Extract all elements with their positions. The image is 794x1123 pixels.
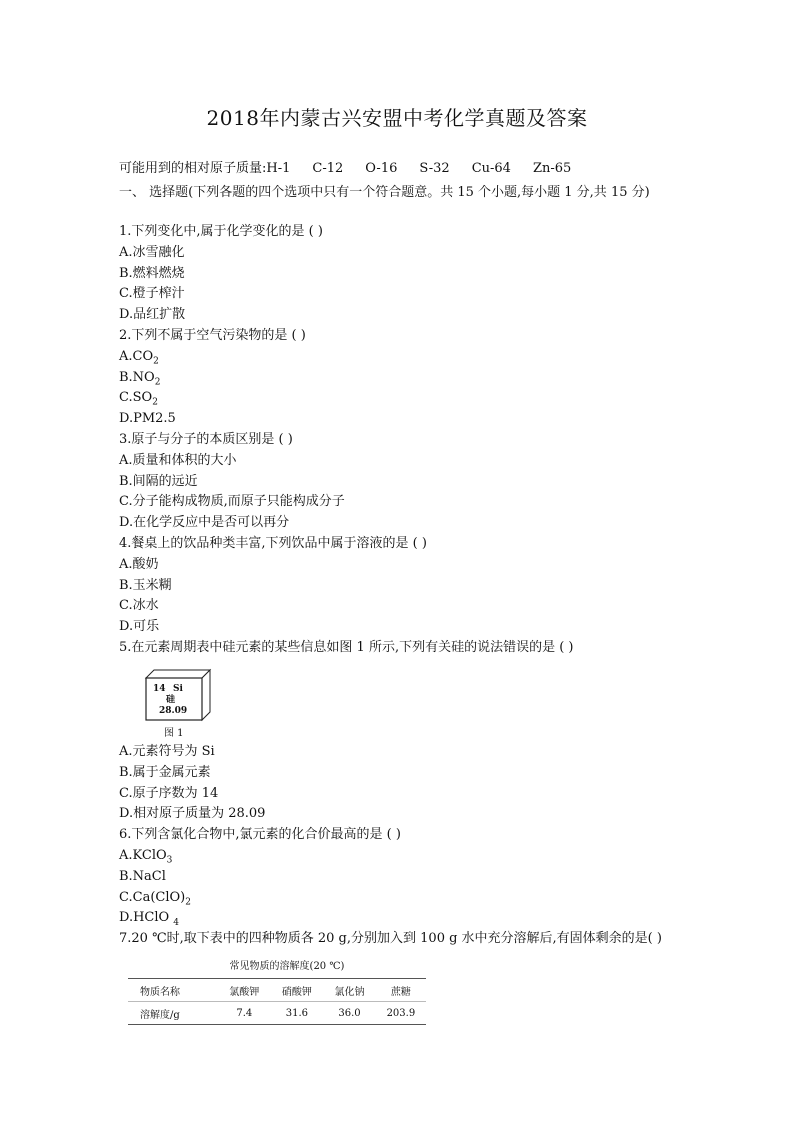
q2-option-a: $A.CO_2$ (119, 349, 159, 367)
q1-option-a: A.冰雪融化 (119, 245, 185, 260)
q3-option-a: A.质量和体积的大小 (119, 453, 237, 468)
q5-option-a: A.元素符号为 Si (119, 744, 215, 759)
q6-stem: 6.下列含氯化合物中,氯元素的化合价最高的是 ( ) (119, 827, 401, 842)
atomic-mass-h: H-1 (266, 161, 291, 176)
document-title: 2018年内蒙古兴安盟中考化学真题及答案 (206, 106, 588, 130)
atomic-mass-c: C-12 (312, 161, 344, 176)
figure-caption: 图 1 (164, 728, 184, 739)
table-cell: 溶解度/g (128, 1002, 218, 1025)
table-header-cell: 蔗糖 (376, 979, 426, 1002)
q4-option-c: C.冰水 (119, 598, 159, 613)
q4-option-a: A.酸奶 (119, 557, 159, 572)
q6-option-d: D.HClO $_4$ (119, 910, 179, 928)
q5-option-b: B.属于金属元素 (119, 765, 211, 780)
q4-option-d: D.可乐 (119, 619, 160, 634)
q2-option-d: D.PM2.5 (119, 411, 176, 426)
q5-stem: 5.在元素周期表中硅元素的某些信息如图 1 所示,下列有关硅的说法错误的是 ( ) (119, 640, 574, 655)
q1-stem: 1.下列变化中,属于化学变化的是 ( ) (119, 224, 323, 239)
q3-option-d: D.在化学反应中是否可以再分 (119, 515, 290, 530)
q3-stem: 3.原子与分子的本质区别是 ( ) (119, 432, 293, 447)
atomic-mass-cu: Cu-64 (471, 161, 511, 176)
table-header-cell: 物质名称 (128, 979, 218, 1002)
atomic-mass-s: S-32 (419, 161, 450, 176)
table-cell: 7.4 (218, 1002, 271, 1025)
q4-option-b: B.玉米糊 (119, 578, 172, 593)
q1-option-b: B.燃料燃烧 (119, 266, 185, 281)
table-title: 常见物质的溶解度(20 ℃) (229, 961, 345, 972)
q6-option-c: $C.Ca(ClO)_2$ (119, 890, 191, 908)
table-header-cell: 氯化钠 (323, 979, 376, 1002)
table-header-row (128, 979, 426, 1002)
table-cell: 203.9 (376, 1002, 426, 1025)
q5-option-d: D.相对原子质量为 28.09 (119, 806, 266, 821)
table-row (128, 1002, 426, 1025)
q2-option-b: $B.NO_2$ (119, 370, 161, 388)
solubility-table (128, 960, 426, 1025)
q6-option-a: A.KClO$_3$ (119, 848, 173, 866)
atomic-mass-zn: Zn-65 (532, 161, 572, 176)
q5-option-c: C.原子序数为 14 (119, 786, 219, 801)
atomic-masses-label: 可能用到的相对原子质量: (119, 161, 267, 176)
table-header-cell: 氯酸钾 (218, 979, 271, 1002)
q2-option-c: $C.SO_2$ (119, 390, 158, 408)
q4-stem: 4.餐桌上的饮品种类丰富,下列饮品中属于溶液的是 ( ) (119, 536, 427, 551)
table-cell: 36.0 (323, 1002, 376, 1025)
table-header-cell: 硝酸钾 (271, 979, 324, 1002)
q6-option-b: B.NaCl (119, 869, 166, 884)
fig-element-symbol: Si (173, 684, 183, 694)
section-intro: 一、 选择题(下列各题的四个选项中只有一个符合题意。共 15 个小题,每小题 1 分,共 15 分) (119, 185, 650, 200)
fig-atomic-number: 14 (153, 684, 166, 694)
q3-option-c: C.分子能构成物质,而原子只能构成分子 (119, 494, 345, 509)
q2-stem: 2.下列不属于空气污染物的是 ( ) (119, 328, 306, 343)
atomic-mass-o: O-16 (365, 161, 398, 176)
fig-element-name: 硅 (166, 695, 176, 705)
fig-atomic-mass: 28.09 (159, 706, 188, 716)
atomic-masses-line (119, 161, 593, 177)
table-cell: 31.6 (271, 1002, 324, 1025)
q1-option-c: C.橙子榨汁 (119, 286, 185, 301)
solubility-data-table (128, 978, 426, 1025)
q1-option-d: D.品红扩散 (119, 307, 186, 322)
q7-stem: 7.20 ℃时,取下表中的四种物质各 20 g,分别加入到 100 g 水中充分溶解后,有固体剩余的是( ) (119, 931, 662, 946)
q3-option-b: B.间隔的远近 (119, 474, 198, 489)
